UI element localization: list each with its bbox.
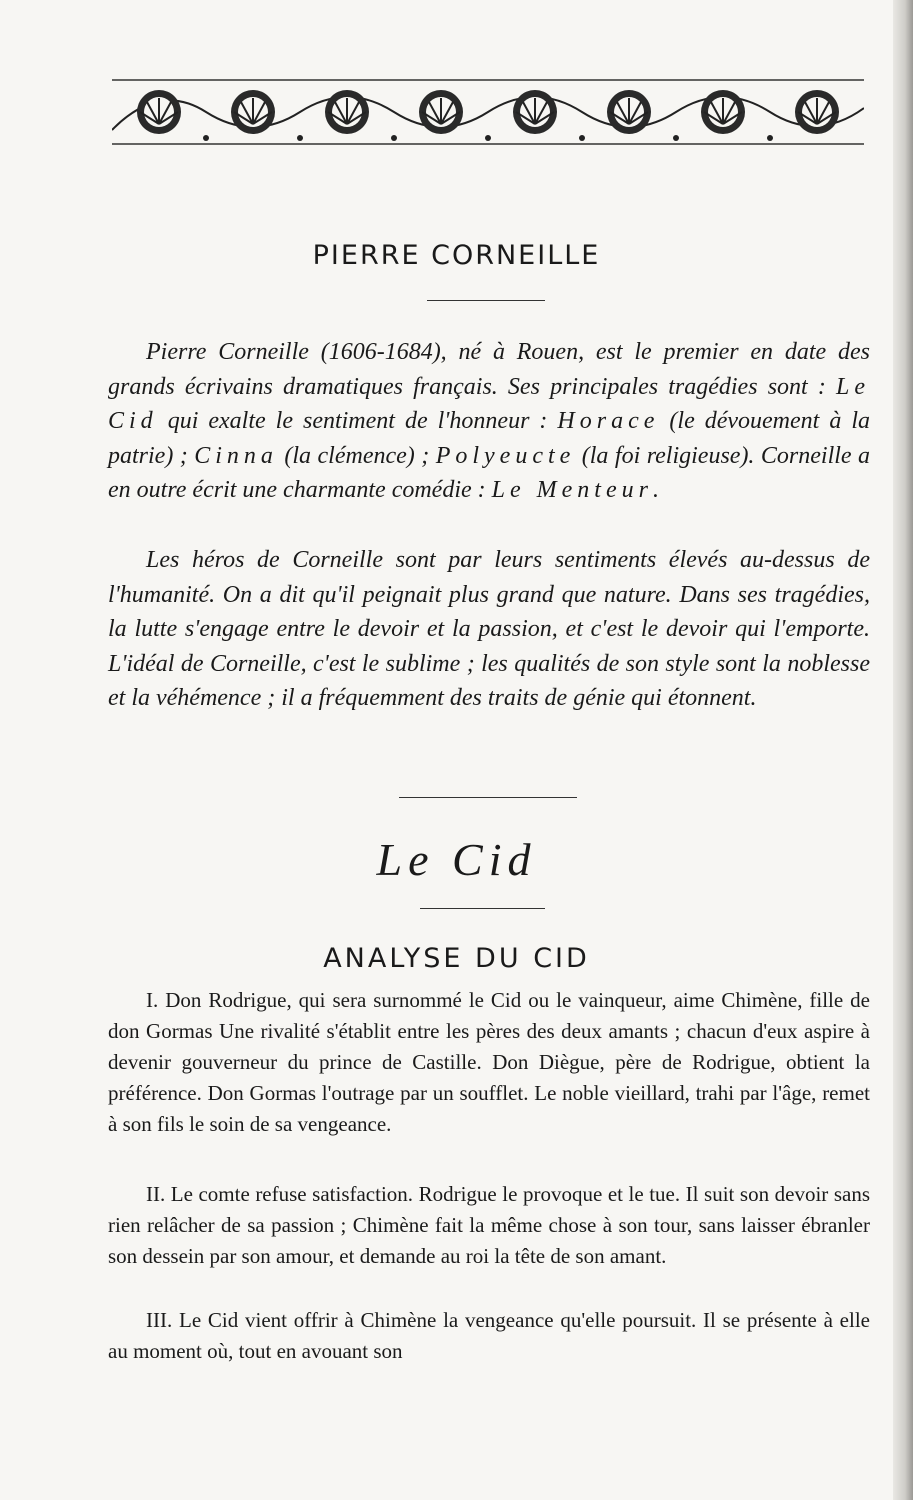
- work-title-le-menteur: Le Menteur: [491, 477, 653, 504]
- title-divider: [427, 300, 545, 301]
- section-divider: [399, 797, 577, 798]
- page-title: PIERRE CORNEILLE: [312, 240, 601, 271]
- work-title-le-cid: Le Cid: [108, 373, 870, 435]
- play-title: Le Cid: [376, 834, 537, 885]
- book-spine-shadow: [893, 0, 913, 1500]
- intro-paragraph-2: Les héros de Corneille sont par leurs sentiments élevés au-dessus de l'humanité. On a dit qu'il peignait plus grand que nature. Dans ses tragédies, la lutte s'engage entre le devoir et la passion, et c'est le devoir qui l'emporte. L'idéal de Corneille, c'est le sublime ; les qualités de son style sont la noblesse et la véhémence ; il a fréquemment des traits de génie qui étonnent.: [108, 547, 870, 712]
- play-title-divider: [420, 908, 545, 909]
- palmette-frieze-ornament: [112, 78, 864, 148]
- analysis-paragraph-2: II. Le comte refuse satisfaction. Rodrigue le provoque et le tue. Il suit son devoir sans rien relâcher de sa passion ; Chimène fait la même chose à son tour, sans laisser ébranler son dessein par son amour, et demande au roi la tête de son amant.: [108, 1182, 870, 1268]
- work-title-polyeucte: Polyeucte: [435, 442, 576, 469]
- analysis-paragraph-1: I. Don Rodrigue, qui sera surnommé le Cid ou le vainqueur, aime Chimène, fille de don Gormas Une rivalité s'établit entre les pères des deux amants ; chacun d'eux aspire à devenir gouverneur du prince de Castille. Don Diègue, père de Rodrigue, obtient la préférence. Don Gormas l'outrage par un soufflet. Le noble vieillard, trahi par l'âge, remet à son fils le soin de sa vengeance.: [108, 988, 870, 1136]
- intro-paragraph-1: Pierre Corneille (1606-1684), né à Rouen, est le premier en date des grands écrivains dramatiques français. Ses principales tragédies sont : Le Cid qui exalte le sentiment de l'honneur : Horace (le dévouement à la patrie) ; Cinna (la clémence) ; Polyeucte (la foi religieuse). Corneille a en outre écrit une charmante comédie : Le Menteur.: [108, 339, 871, 504]
- work-title-cinna: Cinna: [194, 442, 278, 469]
- analysis-title: ANALYSE DU CID: [323, 943, 590, 974]
- analysis-paragraph-3: III. Le Cid vient offrir à Chimène la vengeance qu'elle poursuit. Il se présente à elle au moment où, tout en avouant son: [108, 1308, 870, 1363]
- work-title-horace: Horace: [557, 408, 660, 435]
